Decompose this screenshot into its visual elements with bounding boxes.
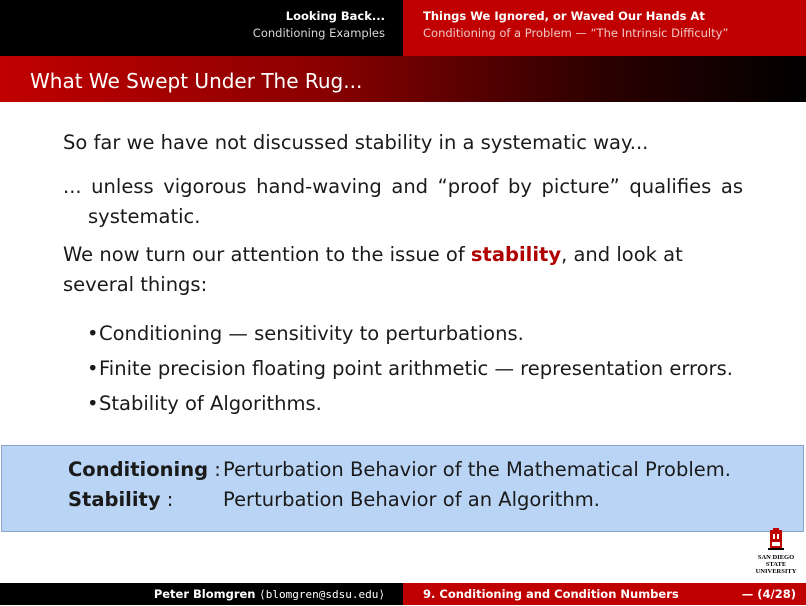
footer-author: Peter Blomgren [153, 587, 256, 601]
frame-title: What We Swept Under The Rug... [0, 56, 806, 102]
logo-line-2: UNIVERSITY [755, 568, 797, 575]
paragraph-3 [63, 240, 743, 300]
header-left [0, 0, 403, 56]
bullet-item [87, 316, 743, 351]
paragraph-2: ... unless vigorous hand-waving and “proof by picture” qualifies as systematic. [63, 175, 743, 228]
header-section-link[interactable]: Looking Back... [285, 9, 385, 23]
header-bar [0, 0, 806, 56]
footer-left [0, 583, 403, 605]
definition-box [1, 445, 804, 532]
definition-description: Perturbation Behavior of an Algorithm. [223, 488, 600, 511]
footer-title: 9. Conditioning and Condition Numbers [423, 587, 679, 601]
footer-email: ⟨blomgren@sdsu.edu⟩ [259, 588, 385, 601]
bullet-marker: • [87, 392, 99, 415]
paragraph-1: So far we have not discussed stability in a systematic way... [63, 131, 649, 154]
sdsu-logo [750, 528, 802, 575]
logo-line-1: SAN DIEGO STATE [757, 554, 795, 568]
header-current-section-link[interactable]: Things We Ignored, or Waved Our Hands At [423, 9, 705, 23]
bullet-item [87, 351, 743, 386]
bullet-marker: • [87, 322, 99, 345]
header-subsection-link[interactable]: Conditioning Examples [252, 26, 385, 40]
definition-term: Stability : [68, 488, 174, 511]
footer-bar [0, 583, 806, 605]
page-number: — (4/28) [741, 587, 796, 601]
header-current-subsection-link[interactable]: Conditioning of a Problem — “The Intrinsic Difficulty” [423, 26, 729, 40]
bullet-marker: • [87, 357, 99, 380]
paragraph-3-tail: , and look at several things: [63, 243, 683, 296]
stability-highlight: stability [470, 243, 562, 266]
bullet-item [87, 386, 743, 421]
header-right [403, 0, 806, 56]
bullet-list [63, 316, 743, 421]
slide-body [63, 128, 743, 421]
definition-term: Conditioning : [68, 458, 221, 481]
campanile-icon [766, 528, 786, 550]
bullet-text: Finite precision floating point arithmetic — representation errors. [99, 357, 733, 380]
bullet-text: Conditioning — sensitivity to perturbations. [99, 322, 524, 345]
bullet-text: Stability of Algorithms. [99, 392, 322, 415]
paragraph-3-lead: We now turn our attention to the issue of [63, 243, 471, 266]
definition-description: Perturbation Behavior of the Mathematical Problem. [223, 458, 731, 481]
footer-right [403, 583, 806, 605]
